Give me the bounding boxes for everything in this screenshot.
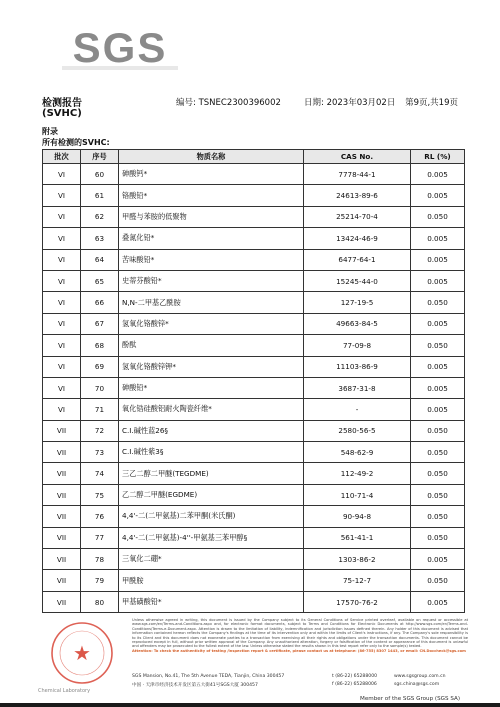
cell-rl: 0.005	[411, 164, 465, 185]
cell-cas: 13424-46-9	[304, 228, 411, 249]
cell-index: 77	[81, 527, 119, 548]
cell-substance: 4,4'-二(二甲氨基)二苯甲酮(米氏酮)	[119, 506, 304, 527]
member-line: Member of the SGS Group (SGS SA)	[360, 696, 460, 702]
cell-batch: VI	[43, 377, 81, 398]
cell-rl: 0.005	[411, 228, 465, 249]
table-row	[43, 356, 465, 377]
cell-cas: 1303-86-2	[304, 549, 411, 570]
cell-rl: 0.005	[411, 270, 465, 291]
cell-rl: 0.005	[411, 377, 465, 398]
cell-rl: 0.050	[411, 442, 465, 463]
report-subtitle: (SVHC)	[42, 108, 82, 119]
table-row	[43, 313, 465, 334]
cell-index: 66	[81, 292, 119, 313]
cell-substance: 铬酸铅*	[119, 185, 304, 206]
stamp-label: Chemical Laboratory	[38, 688, 91, 694]
cell-rl: 0.005	[411, 185, 465, 206]
cell-index: 80	[81, 591, 119, 612]
cell-batch: VII	[43, 484, 81, 505]
cell-cas: 548-62-9	[304, 442, 411, 463]
cell-rl: 0.050	[411, 420, 465, 441]
cell-cas: 24613-89-6	[304, 185, 411, 206]
email: sgs.china@sgs.com	[394, 682, 440, 687]
cell-substance: 砷酸钙*	[119, 164, 304, 185]
cell-cas: 7778-44-1	[304, 164, 411, 185]
table-row	[43, 292, 465, 313]
cell-substance: 苦味酸铅*	[119, 249, 304, 270]
cell-rl: 0.005	[411, 591, 465, 612]
report-date: 日期: 2023年03月02日	[304, 98, 396, 108]
table-row	[43, 463, 465, 484]
cell-substance: 叠氮化铅*	[119, 228, 304, 249]
col-batch: 批次	[43, 150, 81, 164]
table-row	[43, 164, 465, 185]
cell-cas: 90-94-8	[304, 506, 411, 527]
cell-cas: -	[304, 399, 411, 420]
cell-batch: VII	[43, 591, 81, 612]
col-substance: 物质名称	[119, 150, 304, 164]
table-row	[43, 549, 465, 570]
table-row	[43, 249, 465, 270]
appendix-label: 附录	[42, 127, 58, 136]
col-index: 序号	[81, 150, 119, 164]
cell-index: 76	[81, 506, 119, 527]
cell-batch: VII	[43, 549, 81, 570]
table-row	[43, 570, 465, 591]
cell-rl: 0.050	[411, 463, 465, 484]
cell-rl: 0.005	[411, 249, 465, 270]
cell-batch: VI	[43, 356, 81, 377]
cell-substance: N,N-二甲基乙酰胺	[119, 292, 304, 313]
cell-index: 68	[81, 335, 119, 356]
cell-batch: VII	[43, 420, 81, 441]
cell-substance: 乙二醇二甲醚(EGDME)	[119, 484, 304, 505]
cell-cas: 11103-86-9	[304, 356, 411, 377]
table-row	[43, 484, 465, 505]
cell-index: 67	[81, 313, 119, 334]
report-number: 编号: TSNEC2300396002	[176, 98, 281, 108]
cell-rl: 0.050	[411, 292, 465, 313]
cell-index: 63	[81, 228, 119, 249]
cell-substance: 4,4'-二(二甲氨基)-4''-甲氨基三苯甲醇§	[119, 527, 304, 548]
cell-index: 65	[81, 270, 119, 291]
table-header-row	[43, 150, 465, 164]
table-row	[43, 335, 465, 356]
cell-batch: VI	[43, 228, 81, 249]
cell-substance: 氧化锆硅酸铝耐火陶瓷纤维*	[119, 399, 304, 420]
table-row	[43, 527, 465, 548]
cell-batch: VI	[43, 399, 81, 420]
cell-rl: 0.050	[411, 527, 465, 548]
cell-batch: VI	[43, 313, 81, 334]
cell-substance: 甲基磺酸铅*	[119, 591, 304, 612]
cell-batch: VI	[43, 206, 81, 227]
cell-substance: 史蒂芬酸铅*	[119, 270, 304, 291]
cell-index: 75	[81, 484, 119, 505]
cell-rl: 0.050	[411, 206, 465, 227]
cell-substance: C.I.碱性蓝26§	[119, 420, 304, 441]
bottom-strip	[0, 703, 500, 707]
col-rl: RL (%)	[411, 150, 465, 164]
cell-cas: 25214-70-4	[304, 206, 411, 227]
disclaimer-text: Unless otherwise agreed in writing, this document is issued by the Company subject to its General Conditions of Service printed overleaf, available on request or accessible at www.sgs.com/en/Terms-and-Conditions.aspx and, for electronic format documents, subject to Terms and Conditions for Electronic Documents at http://www.sgs.com/en/Terms-and-Conditions/Terms-e-Document.aspx. Attention is drawn to the limitation of liability, indemnification and jurisdiction issues defined therein. Any holder of this document is advised that information contained hereon reflects the Company's findings at the time of its intervention only and within the limits of Client's instructions, if any. The Company's sole responsibility is to its Client and this document does not exonerate parties to a transaction from exercising all their rights and obligations under the transaction documents. This document cannot be reproduced except in full, without prior written approval of the Company. Any unauthorized alteration, forgery or falsification of the content or appearance of this document is unlawful and offenders may be prosecuted to the fullest extent of the law. Unless otherwise stated the results shown in this test report refer only to the sample(s) tested.	[132, 618, 468, 649]
cell-cas: 75-12-7	[304, 570, 411, 591]
cell-rl: 0.050	[411, 484, 465, 505]
cell-cas: 49663-84-5	[304, 313, 411, 334]
cell-cas: 2580-56-5	[304, 420, 411, 441]
cell-batch: VI	[43, 164, 81, 185]
table-row	[43, 270, 465, 291]
svg-text:★: ★	[73, 641, 91, 665]
address-block	[132, 674, 468, 690]
report-header	[42, 94, 458, 108]
disclaimer-block	[132, 618, 468, 653]
attention-text: Attention: To check the authenticity of testing /inspection report & certificate, please contact us at telephone: (86-755) 8307 1443, or email: CN.Doccheck@sgs.com	[132, 648, 466, 653]
cell-batch: VI	[43, 270, 81, 291]
website: www.sgsgroup.com.cn	[394, 674, 446, 679]
cell-index: 78	[81, 549, 119, 570]
cell-index: 71	[81, 399, 119, 420]
table-row	[43, 228, 465, 249]
sgs-logo	[60, 22, 180, 76]
cell-index: 60	[81, 164, 119, 185]
cell-rl: 0.005	[411, 549, 465, 570]
cell-rl: 0.005	[411, 313, 465, 334]
cell-rl: 0.050	[411, 335, 465, 356]
cell-index: 61	[81, 185, 119, 206]
cell-cas: 3687-31-8	[304, 377, 411, 398]
telephone: t (86-22) 65288000	[332, 674, 378, 679]
cell-index: 79	[81, 570, 119, 591]
address-en: SGS Mansion, No.41, The 5th Avenue TEDA, Tianjin, China 300457	[132, 674, 285, 679]
cell-substance: 甲酰胺	[119, 570, 304, 591]
cell-batch: VI	[43, 335, 81, 356]
lab-stamp	[38, 620, 132, 696]
cell-batch: VI	[43, 185, 81, 206]
table-row	[43, 420, 465, 441]
cell-batch: VII	[43, 463, 81, 484]
cell-batch: VI	[43, 292, 81, 313]
cell-substance: 三氧化二硼*	[119, 549, 304, 570]
cell-substance: 酚酞	[119, 335, 304, 356]
cell-substance: 甲醛与苯胺的低聚物	[119, 206, 304, 227]
cell-index: 69	[81, 356, 119, 377]
table-row	[43, 506, 465, 527]
table-row	[43, 185, 465, 206]
cell-batch: VII	[43, 442, 81, 463]
cell-cas: 17570-76-2	[304, 591, 411, 612]
cell-index: 73	[81, 442, 119, 463]
cell-index: 70	[81, 377, 119, 398]
cell-substance: 氢氧化铬酸锌*	[119, 313, 304, 334]
cell-batch: VI	[43, 249, 81, 270]
cell-rl: 0.005	[411, 356, 465, 377]
cell-rl: 0.050	[411, 506, 465, 527]
cell-index: 64	[81, 249, 119, 270]
cell-substance: 三乙二醇二甲醚(TEGDME)	[119, 463, 304, 484]
page-indicator: 第9页,共19页	[405, 98, 458, 108]
cell-cas: 6477-64-1	[304, 249, 411, 270]
cell-rl: 0.005	[411, 399, 465, 420]
svhc-table	[42, 149, 465, 613]
table-row	[43, 206, 465, 227]
cell-rl: 0.050	[411, 570, 465, 591]
report-title: 检测报告	[42, 98, 82, 109]
logo-text: SGS	[72, 24, 168, 71]
address-cn: 中国 · 天津市经济技术开发区第五大街41号SGS大厦 300457	[132, 683, 258, 688]
cell-cas: 110-71-4	[304, 484, 411, 505]
section-label: 所有检测的SVHC:	[42, 138, 110, 147]
cell-cas: 112-49-2	[304, 463, 411, 484]
cell-cas: 77-09-8	[304, 335, 411, 356]
col-cas: CAS No.	[304, 150, 411, 164]
cell-index: 62	[81, 206, 119, 227]
table-row	[43, 377, 465, 398]
table-row	[43, 591, 465, 612]
cell-cas: 127-19-5	[304, 292, 411, 313]
cell-batch: VII	[43, 570, 81, 591]
cell-substance: C.I.碱性紫3§	[119, 442, 304, 463]
cell-substance: 氢氧化铬酸锌钾*	[119, 356, 304, 377]
cell-index: 72	[81, 420, 119, 441]
cell-index: 74	[81, 463, 119, 484]
fax: f (86-22) 65288006	[332, 682, 377, 687]
cell-cas: 561-41-1	[304, 527, 411, 548]
cell-batch: VII	[43, 506, 81, 527]
table-row	[43, 442, 465, 463]
cell-substance: 砷酸铅*	[119, 377, 304, 398]
table-row	[43, 399, 465, 420]
cell-cas: 15245-44-0	[304, 270, 411, 291]
cell-batch: VII	[43, 527, 81, 548]
